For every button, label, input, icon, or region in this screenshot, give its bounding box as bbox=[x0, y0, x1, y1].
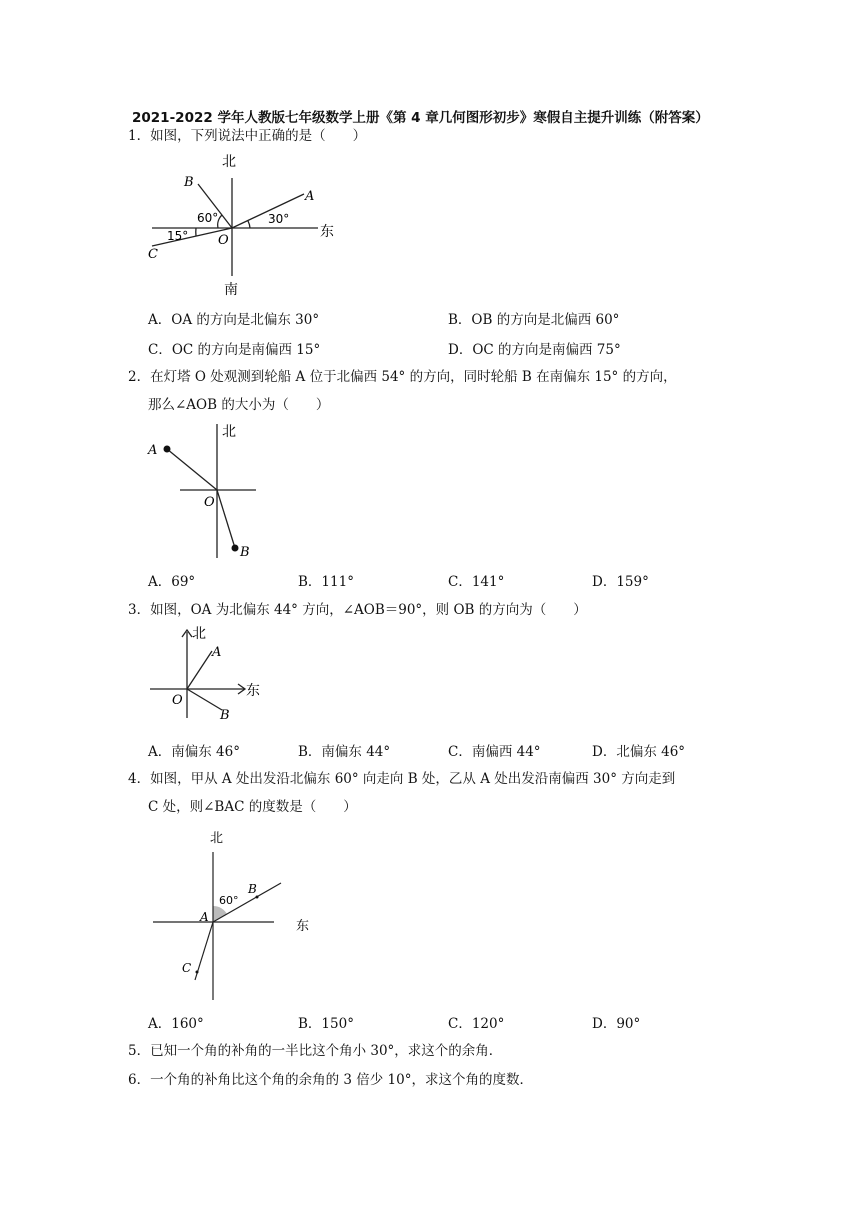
q3-option-d: D．北偏东 46° bbox=[592, 744, 686, 760]
q3-north-label: 北 bbox=[192, 626, 206, 642]
q3-option-b: B．南偏东 44° bbox=[298, 744, 391, 760]
q4-north-label: 北 bbox=[210, 831, 224, 846]
q2-point-O: O bbox=[204, 495, 215, 510]
q1-point-B: B bbox=[184, 175, 194, 190]
q1-south-label: 南 bbox=[224, 282, 238, 298]
q1-option-a: A．OA 的方向是北偏东 30° bbox=[148, 312, 320, 328]
q1-option-d: D．OC 的方向是南偏西 75° bbox=[448, 342, 621, 358]
question-3-stem: 3．如图，OA 为北偏东 44° 方向，∠AOB＝90°，则 OB 的方向为（ ） bbox=[128, 602, 587, 618]
q4-option-a: A．160° bbox=[148, 1016, 204, 1032]
question-2-stem-line1: 2．在灯塔 O 处观测到轮船 A 位于北偏西 54° 的方向，同时轮船 B 在南偏东 15° 的方向， bbox=[128, 369, 677, 385]
q1-angle-15: 15° bbox=[167, 229, 189, 243]
q2-option-c: C．141° bbox=[448, 574, 505, 590]
q2-option-d: D．159° bbox=[592, 574, 649, 590]
question-4-stem-line1: 4．如图，甲从 A 处出发沿北偏东 60° 向走向 B 处，乙从 A 处出发沿南偏西 30° 方向走到 bbox=[128, 771, 676, 787]
q4-option-d: D．90° bbox=[592, 1016, 641, 1032]
q1-option-c: C．OC 的方向是南偏西 15° bbox=[148, 342, 321, 358]
q3-option-c: C．南偏西 44° bbox=[448, 744, 541, 760]
q2-point-B: B bbox=[240, 545, 250, 560]
q4-point-A: A bbox=[200, 910, 209, 924]
q2-option-a: A．69° bbox=[148, 574, 196, 590]
q3-option-a: A．南偏东 46° bbox=[148, 744, 240, 760]
q4-angle-label: 60° bbox=[219, 894, 239, 907]
q3-point-A: A bbox=[212, 645, 222, 660]
document-title: 2021-2022 学年人教版七年级数学上册《第 4 章几何图形初步》寒假自主提升训练（附答案） bbox=[132, 110, 709, 126]
question-1-stem: 1．如图，下列说法中正确的是（ ） bbox=[128, 128, 367, 144]
q2-option-b: B．111° bbox=[298, 574, 354, 590]
q1-angle-60: 60° bbox=[197, 211, 219, 225]
q1-option-b: B．OB 的方向是北偏西 60° bbox=[448, 312, 620, 328]
q1-angle-30: 30° bbox=[268, 212, 290, 226]
q4-point-B: B bbox=[248, 882, 257, 896]
q4-point-C-dot bbox=[196, 971, 199, 974]
question-4-stem-line2: C 处，则∠BAC 的度数是（ ） bbox=[148, 799, 357, 815]
q1-point-O: O bbox=[218, 233, 229, 248]
q3-point-B: B bbox=[220, 708, 230, 723]
q1-north-label: 北 bbox=[222, 154, 236, 170]
question-5-stem: 5．已知一个角的补角的一半比这个角小 30°，求这个的余角． bbox=[128, 1043, 503, 1059]
q2-point-A: A bbox=[148, 443, 158, 458]
q2-north-label: 北 bbox=[222, 424, 236, 440]
q4-option-c: C．120° bbox=[448, 1016, 505, 1032]
question-2-stem-line2: 那么∠AOB 的大小为（ ） bbox=[148, 397, 330, 413]
q1-east-label: 东 bbox=[320, 224, 334, 240]
question-6-stem: 6．一个角的补角比这个角的余角的 3 倍少 10°，求这个角的度数． bbox=[128, 1072, 533, 1088]
q4-angle-shade bbox=[213, 906, 227, 922]
q1-point-C: C bbox=[148, 247, 158, 262]
q1-point-A: A bbox=[305, 189, 315, 204]
q3-point-O: O bbox=[172, 693, 183, 708]
q4-east-label: 东 bbox=[296, 919, 310, 934]
q4-option-b: B．150° bbox=[298, 1016, 354, 1032]
q3-east-label: 东 bbox=[246, 683, 260, 699]
q4-point-C: C bbox=[182, 961, 192, 975]
